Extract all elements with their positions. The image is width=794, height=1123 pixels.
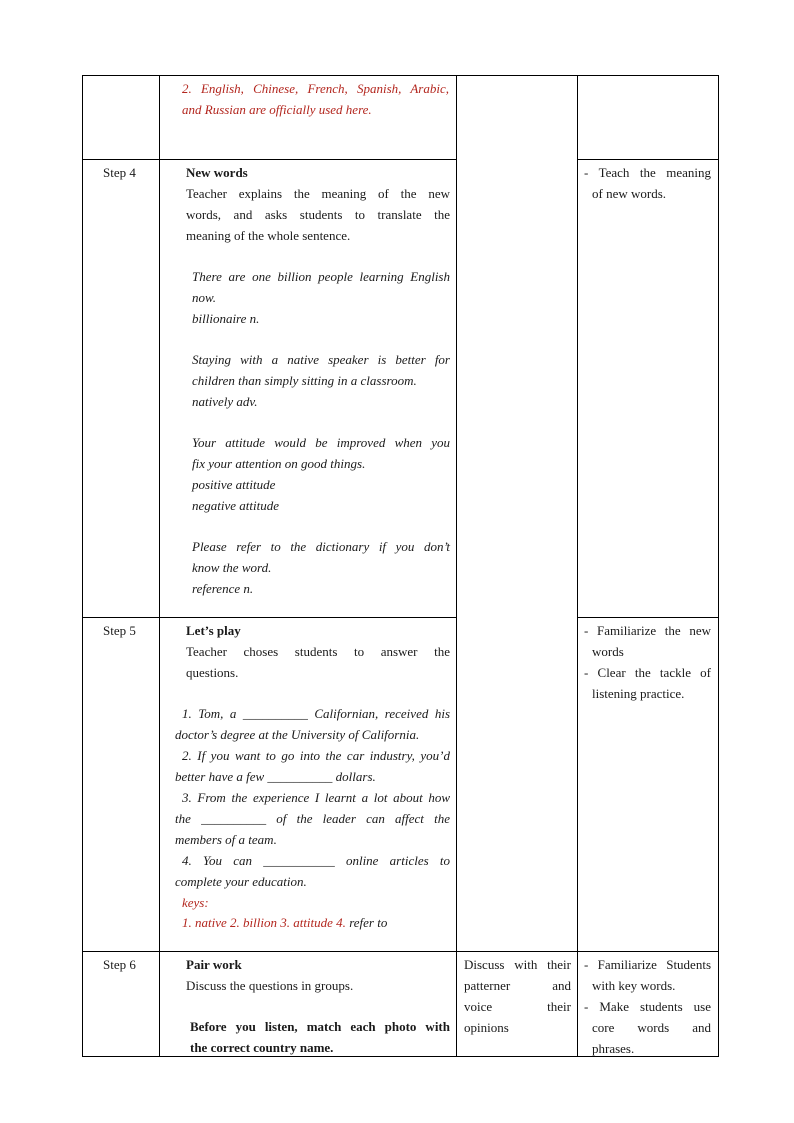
example-sentence: Your attitude would be improved when you [192,435,450,450]
purpose-text: - Familiarize Students [584,957,711,972]
row-divider [82,159,457,160]
vocabulary-word: natively adv. [192,394,258,409]
row-divider [82,951,719,952]
example-sentence: fix your attention on good things. [192,456,366,471]
keys-label: keys: [182,895,209,910]
answer-keys [182,912,387,933]
step-label: Step 6 [103,957,136,972]
vocabulary-word: billionaire n. [192,311,260,326]
example-sentence: Please refer to the dictionary if you don’t [192,539,450,554]
vocabulary-word: negative attitude [192,498,280,513]
step-description: Teacher choses students to answer the [186,644,450,659]
task-instruction: the correct country name. [190,1040,334,1055]
question-text: complete your education. [175,874,307,889]
question-text: doctor’s degree at the University of California. [175,727,420,742]
question-text: 3. From the experience I learnt a lot about how [182,790,450,805]
purpose-text: with key words. [592,978,676,993]
vocabulary-word: positive attitude [192,477,276,492]
student-activity: patterner and [464,978,571,993]
answer-line: and Russian are officially used here. [182,102,372,117]
row-divider [577,617,719,618]
column-divider [159,75,160,1057]
step-description: meaning of the whole sentence. [186,228,351,243]
table-top-border [82,75,719,76]
example-sentence: children than simply sitting in a classroom. [192,373,417,388]
answer-keys-last: refer to [349,915,388,930]
vocabulary-word: reference n. [192,581,254,596]
question-text: the __________ of the leader can affect the [175,811,450,826]
column-divider [577,75,578,1057]
question-text: 2. If you want to go into the car industry, you’d [182,748,450,763]
column-divider [82,75,83,1057]
purpose-text: words [592,644,624,659]
question-text: members of a team. [175,832,277,847]
purpose-text: - Familiarize the new [584,623,711,638]
answer-keys-values: 1. native 2. billion 3. attitude 4. [182,915,346,930]
purpose-text: - Make students use [584,999,711,1014]
question-text: 1. Tom, a __________ Californian, received his [182,706,450,721]
example-sentence: know the word. [192,560,272,575]
step-description: questions. [186,665,239,680]
step-description: Discuss the questions in groups. [186,978,354,993]
step-label: Step 4 [103,165,136,180]
example-sentence: Staying with a native speaker is better for [192,352,450,367]
step-title: Pair work [186,957,242,972]
question-text: 4. You can ___________ online articles to [182,853,450,868]
student-activity: opinions [464,1020,509,1035]
purpose-text: - Teach the meaning [584,165,711,180]
column-divider [456,75,457,1057]
row-divider [577,159,719,160]
purpose-text: phrases. [592,1041,635,1056]
step-label: Step 5 [103,623,136,638]
step-description: words, and asks students to translate the [186,207,450,222]
student-activity: voice their [464,999,571,1014]
step-title: Let’s play [186,623,241,638]
student-activity: Discuss with their [464,957,571,972]
step-description: Teacher explains the meaning of the new [186,186,450,201]
purpose-text: core words and [592,1020,711,1035]
row-divider [82,617,457,618]
task-instruction: Before you listen, match each photo with [190,1019,450,1034]
purpose-text: - Clear the tackle of [584,665,711,680]
step-title: New words [186,165,248,180]
column-divider [718,75,719,1057]
question-text: better have a few __________ dollars. [175,769,376,784]
answer-line: 2. English, Chinese, French, Spanish, Arabic, [182,81,449,96]
example-sentence: There are one billion people learning English [192,269,450,284]
purpose-text: of new words. [592,186,667,201]
purpose-text: listening practice. [592,686,685,701]
example-sentence: now. [192,290,216,305]
